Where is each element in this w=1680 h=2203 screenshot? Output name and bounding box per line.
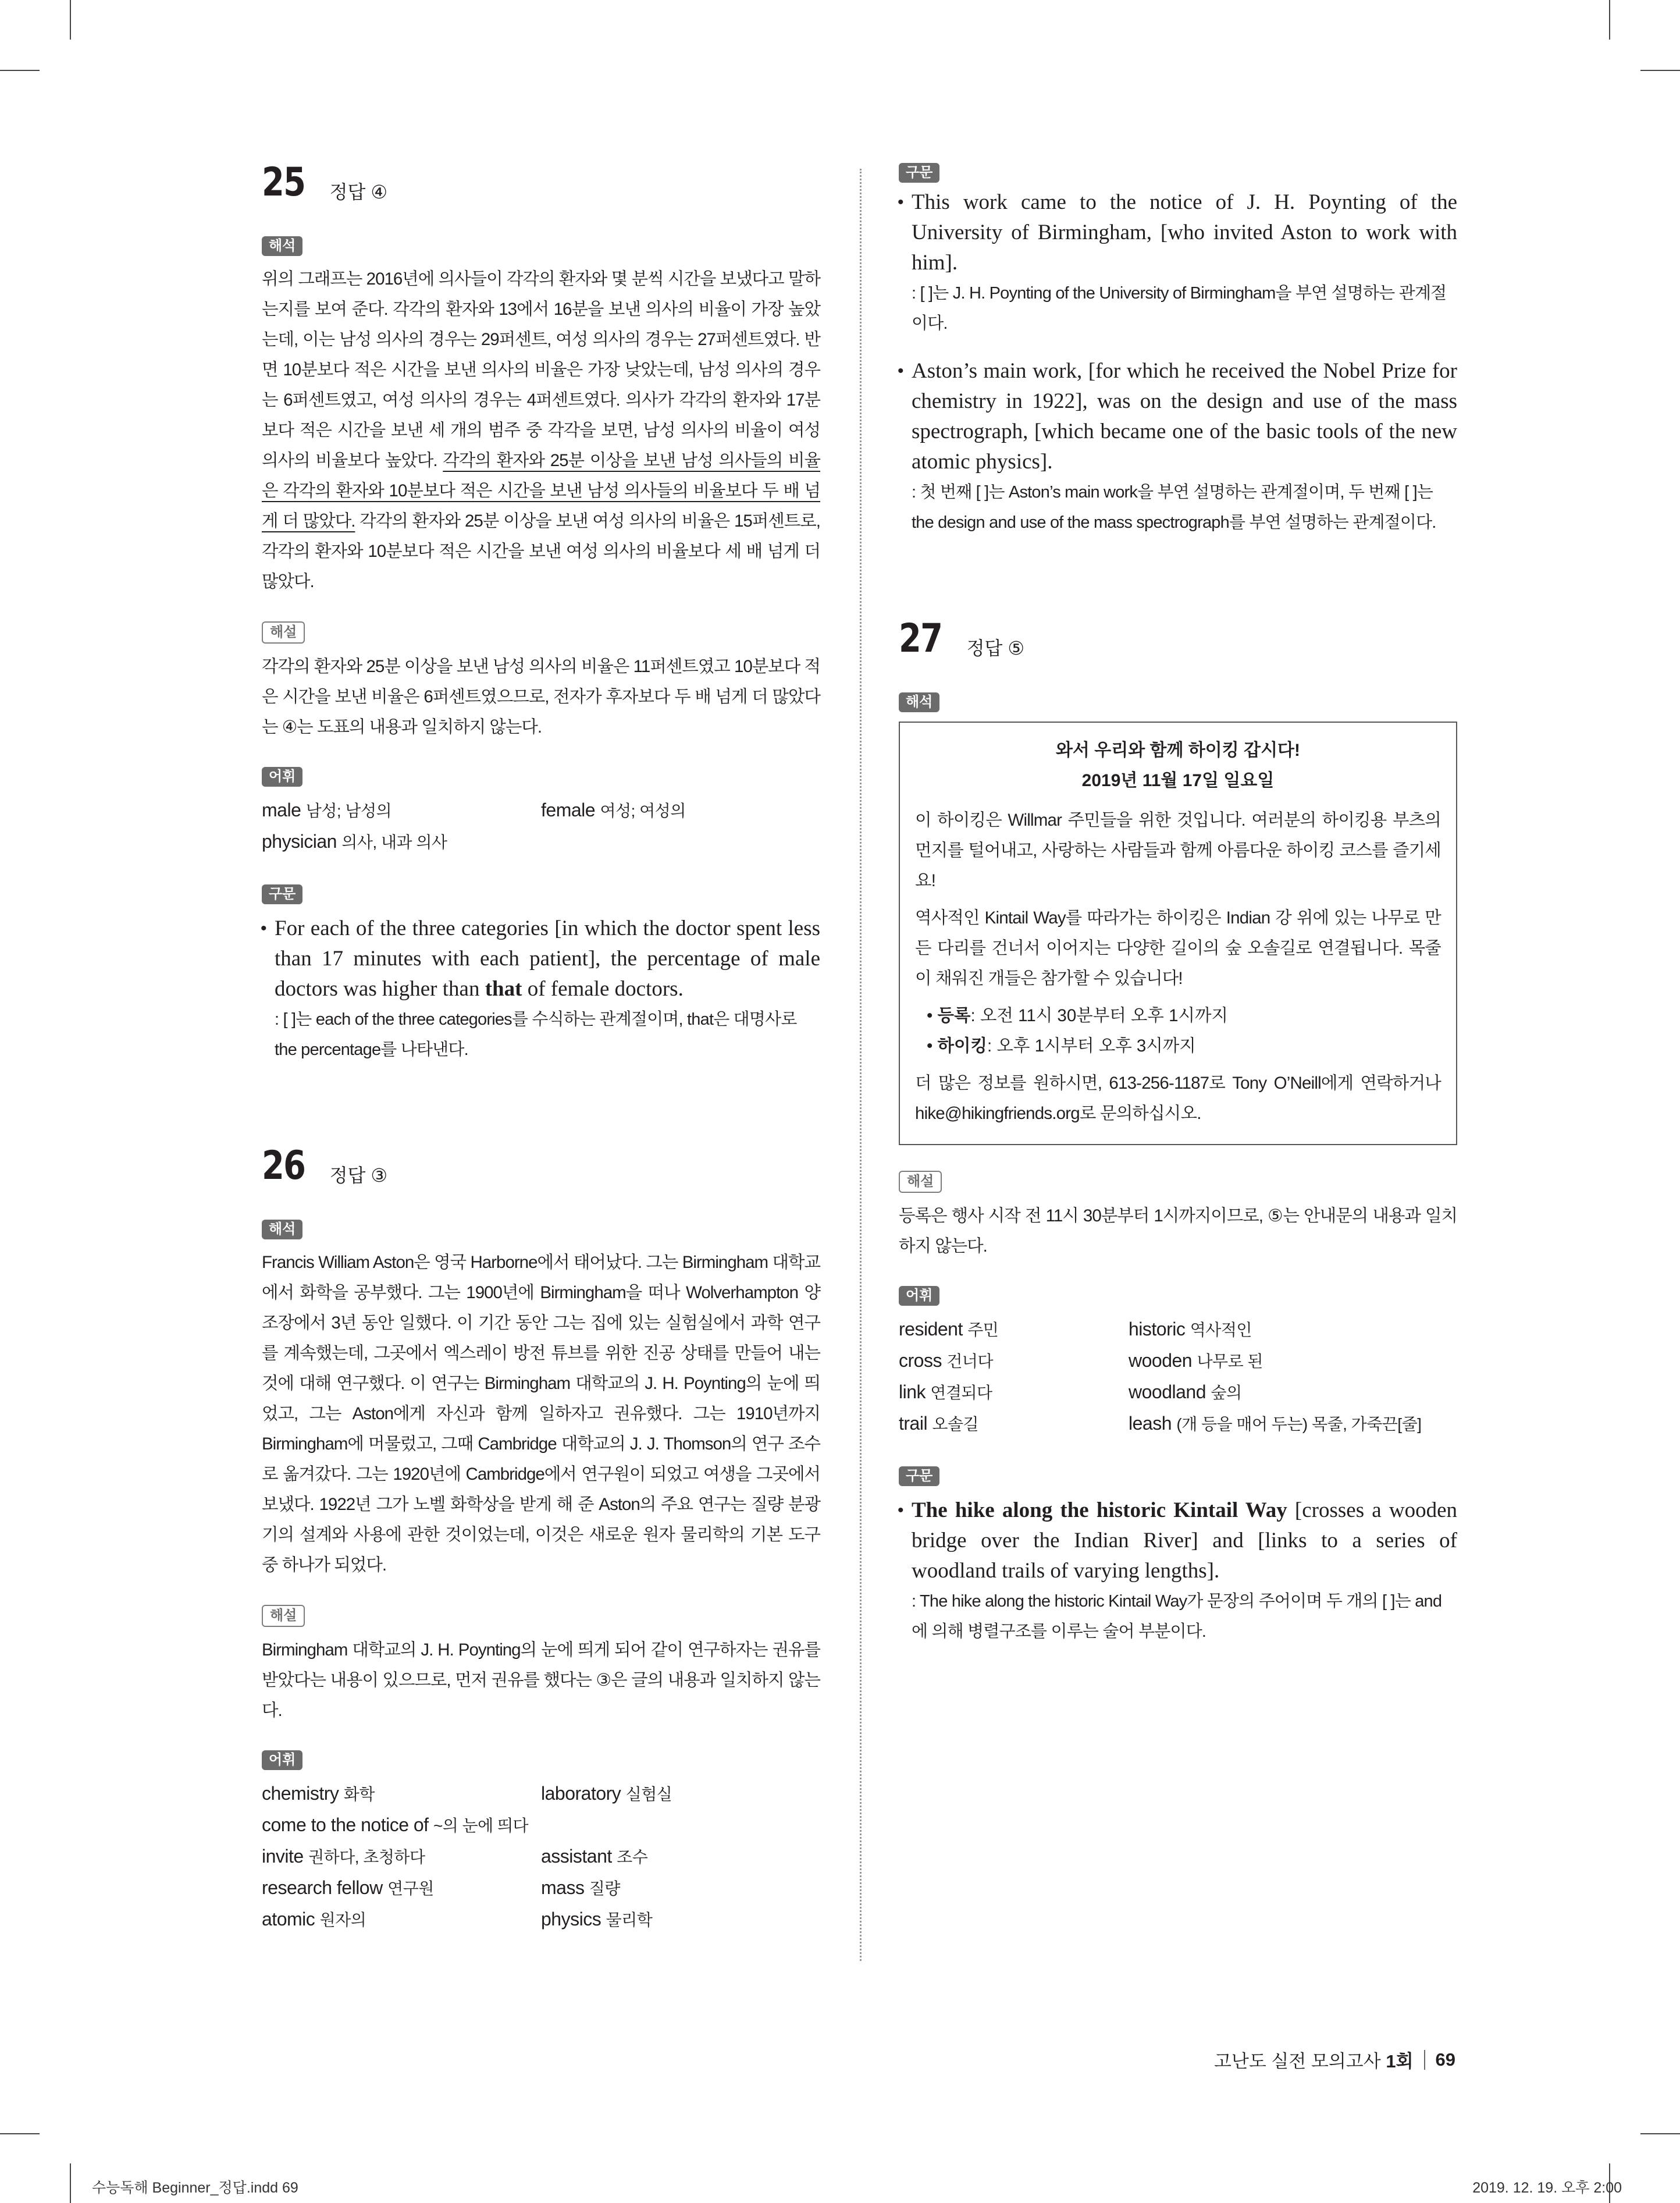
explanation-tag: 해설 bbox=[899, 1171, 942, 1193]
vocab-tag: 어휘 bbox=[899, 1286, 939, 1306]
vocab-tag: 어휘 bbox=[262, 767, 302, 787]
question-27 bbox=[898, 616, 1458, 1647]
question-header bbox=[262, 1143, 820, 1189]
syntax-sentence: This work came to the notice of J. H. Poynting of the University of Birmingham, [who invited Aston to work with him]. bbox=[912, 190, 1457, 275]
translation-tag: 해석 bbox=[899, 692, 939, 712]
vocab-list bbox=[262, 1778, 820, 1935]
notice-list-item: • 하이킹: 오후 1시부터 오후 3시까지 bbox=[927, 1036, 1196, 1056]
question-26-syntax bbox=[899, 163, 1457, 538]
bullet: • bbox=[261, 919, 267, 938]
explanation-text: 각각의 환자와 25분 이상을 보낸 남성 의사의 비율은 11퍼센트였고 10분보다 적은 시간을 보낸 비율은 6퍼센트였으므로, 전자가 후자보다 두 배 넘게 더 많았다는 ④는 도표의 내용과 일치하지 않는다. bbox=[262, 657, 820, 737]
page-footer bbox=[1214, 2046, 1455, 2073]
notice-list-item: • 등록: 오전 11시 30분부터 오후 1시까지 bbox=[927, 1006, 1229, 1025]
syntax-note: : [ ]는 J. H. Poynting of the University of Birmingham을 부연 설명하는 관계절이다. bbox=[912, 284, 1447, 333]
vocab-item: chemistry 화학 bbox=[262, 1783, 375, 1804]
bullet: • bbox=[898, 361, 904, 381]
notice-paragraph: 더 많은 정보를 원하시면, 613-256-1187로 Tony O’Neill에게 연락하거나 hike@hikingfriends.org로 문의하십시오. bbox=[915, 1074, 1441, 1123]
explanation-text: 등록은 행사 시작 전 11시 30분부터 1시까지이므로, ⑤는 안내문의 내용과 일치하지 않는다. bbox=[899, 1206, 1457, 1256]
notice-date: 2019년 11월 17일 일요일 bbox=[1081, 771, 1275, 790]
vocab-list bbox=[262, 795, 820, 858]
question-number: 26 bbox=[262, 1143, 305, 1189]
vocab-item: male 남성; 남성의 bbox=[262, 800, 392, 820]
syntax-item bbox=[899, 1495, 1457, 1647]
vocab-item: trail 오솔길 bbox=[899, 1413, 979, 1434]
crop-mark bbox=[70, 0, 71, 40]
syntax-tag: 구문 bbox=[262, 884, 302, 904]
vocab-item: cross 건너다 bbox=[899, 1350, 993, 1371]
underlined-sentence: 각각의 환자와 25분 이상을 보낸 남성 의사들의 비율은 각각의 환자와 10분보다 적은 시간을 보낸 남성 의사들의 비율보다 두 배 넘게 더 많았다. bbox=[262, 451, 820, 531]
crop-mark bbox=[0, 2133, 40, 2134]
column-divider bbox=[860, 169, 862, 1961]
vocab-item: come to the notice of ~의 눈에 띄다 bbox=[262, 1814, 529, 1835]
vocab-item: resident 주민 bbox=[899, 1319, 999, 1339]
notice-title: 와서 우리와 함께 하이킹 갑시다! bbox=[1055, 741, 1301, 760]
bullet: • bbox=[898, 1501, 904, 1520]
translation-text: Francis William Aston은 영국 Harborne에서 태어났다. 그는 Birmingham 대학교에서 화학을 공부했다. 그는 1900년에 Birmingham을 떠나 Wolverhampton 양조장에서 3년 동안 일했다. 이 기간 동안 그는 집에 있는 실험실에서 과학 연구를 계속했는데, 그곳에서 엑스레이 방전 튜브를 위한 진공 상태를 만들어 내는 것에 대해 연구했다. 이 연구는 Birmingham 대학교의 J. H. Poynting의 눈에 띄었고, 그는 Aston에게 자신과 함께 일하자고 권유했다. 그는 1910년까지 Birmingham에 머물렀고, 그때 Cambridge 대학교의 J. J. Thomson의 연구 조수로 옮겨갔다. 그는 1920년에 Cambridge에서 연구원이 되었고 여생을 그곳에서 보냈다. 1922년 그가 노벨 화학상을 받게 해 준 Aston의 주요 연구는 질량 분광기의 설계와 사용에 관한 것이었는데, 이것은 새로운 원자 물리학의 기본 도구 중 하나가 되었다. bbox=[262, 1253, 820, 1575]
crop-mark bbox=[1609, 0, 1610, 40]
syntax-tag: 구문 bbox=[899, 163, 939, 183]
syntax-sentence: The hike along the historic Kintail Way [crosses a wooden bridge over the Indian River] and [links to a series of woodland trails of varying lengths]. bbox=[912, 1498, 1458, 1583]
translation-text: 위의 그래프는 2016년에 의사들이 각각의 환자와 몇 분씩 시간을 보냈다고 말하는지를 보여 준다. 각각의 환자와 13에서 16분을 보낸 의사의 비율이 가장 높았는데, 이는 남성 의사의 경우는 29퍼센트, 여성 의사의 경우는 27퍼센트였다. 반면 10분보다 적은 시간을 보낸 의사의 비율은 가장 낮았는데, 남성 의사의 경우는 6퍼센트였고, 여성 의사의 경우는 4퍼센트였다. 의사가 각각의 환자와 17분보다 적은 시간을 보낸 세 개의 범주 중 각각을 보면, 남성 의사의 비율이 여성 의사의 비율보다 높았다. 각각의 환자와 25분 이상을 보낸 남성 의사들의 비율은 각각의 환자와 10분보다 적은 시간을 보낸 남성 의사들의 비율보다 두 배 넘게 더 많았다. 각각의 환자와 25분 이상을 보낸 여성 의사의 비율은 15퍼센트로, 각각의 환자와 10분보다 적은 시간을 보낸 여성 의사의 비율보다 세 배 넘게 더 많았다. bbox=[262, 269, 820, 591]
slug-file: 수능독해 Beginner_정답.indd 69 bbox=[92, 2180, 298, 2196]
syntax-note: : The hike along the historic Kintail Way가 문장의 주어이며 두 개의 [ ]는 and에 의해 병렬구조를 이루는 술어 부분이다. bbox=[912, 1592, 1442, 1641]
vocab-item: research fellow 연구원 bbox=[262, 1877, 434, 1898]
question-25 bbox=[261, 159, 820, 1065]
translation-tag: 해석 bbox=[262, 236, 302, 256]
vocab-item: leash (개 등을 매어 두는) 목줄, 가죽끈[줄] bbox=[1129, 1413, 1422, 1434]
syntax-item bbox=[262, 914, 820, 1065]
answer-label: 정답 ③ bbox=[329, 1165, 388, 1186]
syntax-note: : 첫 번째 [ ]는 Aston’s main work을 부연 설명하는 관계절이며, 두 번째 [ ]는 the design and use of the mass spectrograph를 부연 설명하는 관계절이다. bbox=[912, 483, 1436, 532]
question-26 bbox=[262, 1143, 820, 1935]
syntax-sentence: Aston’s main work, [for which he received the Nobel Prize for chemistry in 1922], was on the design and use of the mass spectrograph, [which became one of the basic tools of the new atomic physics]. bbox=[912, 359, 1457, 474]
question-header bbox=[262, 159, 820, 205]
notice-paragraph: 이 하이킹은 Willmar 주민들을 위한 것입니다. 여러분의 하이킹용 부츠의 먼지를 털어내고, 사랑하는 사람들과 함께 아름다운 하이킹 코스를 즐기세요! bbox=[915, 811, 1441, 890]
notice-paragraph: 역사적인 Kintail Way를 따라가는 하이킹은 Indian 강 위에 있는 나무로 만든 다리를 건너서 이어지는 다양한 길이의 숲 오솔길로 연결됩니다. 목줄이 채워진 개들은 참가할 수 있습니다! bbox=[915, 908, 1441, 988]
vocab-item: historic 역사적인 bbox=[1129, 1319, 1252, 1339]
vocab-item: assistant 조수 bbox=[541, 1846, 648, 1867]
syntax-sentence: For each of the three categories [in which the doctor spent less than 17 minutes with each patient], the percentage of male doctors was higher than that of female doctors. bbox=[275, 916, 820, 1001]
vocab-item: atomic 원자의 bbox=[262, 1909, 366, 1930]
right-column bbox=[899, 163, 1457, 1664]
vocab-item: link 연결되다 bbox=[899, 1381, 992, 1402]
slug-datetime: 2019. 12. 19. 오후 2:00 bbox=[1472, 2180, 1622, 2196]
crop-mark bbox=[1640, 70, 1680, 71]
vocab-item: physician 의사, 내과 의사 bbox=[262, 831, 447, 852]
vocab-item: physics 물리학 bbox=[541, 1909, 653, 1930]
bullet: • bbox=[898, 193, 904, 212]
crop-mark bbox=[1640, 2133, 1680, 2134]
footer-series: 고난도 실전 모의고사 1회 bbox=[1213, 2051, 1414, 2071]
crop-mark bbox=[0, 70, 40, 71]
vocab-list bbox=[899, 1314, 1457, 1440]
question-header bbox=[899, 616, 1457, 662]
notice-box bbox=[899, 722, 1457, 1145]
answer-label: 정답 ④ bbox=[329, 182, 388, 202]
explanation-tag: 해설 bbox=[262, 1605, 305, 1627]
crop-mark bbox=[70, 2163, 71, 2203]
vocab-item: laboratory 실험실 bbox=[541, 1783, 672, 1804]
syntax-item bbox=[899, 187, 1457, 339]
syntax-note: : [ ]는 each of the three categories를 수식하는 관계절이며, that은 대명사로 the percentage를 나타낸다. bbox=[275, 1010, 797, 1059]
question-number: 25 bbox=[262, 159, 305, 205]
explanation-text: Birmingham 대학교의 J. H. Poynting의 눈에 띄게 되어 같이 연구하자는 권유를 받았다는 내용이 있으므로, 먼저 권유를 했다는 ③은 글의 내용과 일치하지 않는다. bbox=[262, 1640, 820, 1720]
translation-tag: 해석 bbox=[262, 1220, 302, 1239]
vocab-item: wooden 나무로 된 bbox=[1129, 1350, 1263, 1371]
vocab-item: woodland 숲의 bbox=[1129, 1381, 1242, 1402]
footer-separator bbox=[1424, 2050, 1425, 2070]
syntax-item bbox=[899, 356, 1457, 538]
vocab-item: invite 권하다, 초청하다 bbox=[262, 1846, 425, 1867]
left-column bbox=[261, 159, 820, 1962]
explanation-tag: 해설 bbox=[262, 621, 305, 644]
vocab-item: female 여성; 여성의 bbox=[541, 800, 686, 820]
vocab-item: mass 질량 bbox=[541, 1877, 620, 1898]
question-number: 27 bbox=[899, 616, 942, 662]
vocab-tag: 어휘 bbox=[262, 1750, 302, 1770]
syntax-tag: 구문 bbox=[899, 1466, 939, 1486]
page-number: 69 bbox=[1435, 2049, 1455, 2070]
answer-label: 정답 ⑤ bbox=[966, 638, 1025, 659]
